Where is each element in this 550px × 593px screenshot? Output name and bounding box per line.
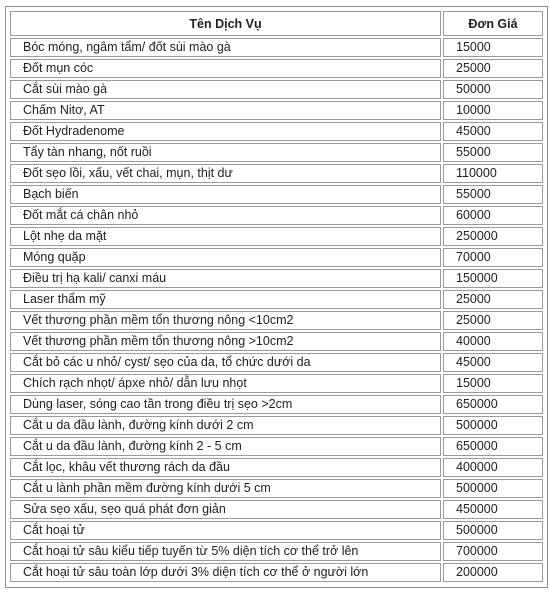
service-name-cell: Cắt hoại tử sâu toàn lớp dưới 3% diện tích cơ thể ở người lớn [10, 563, 441, 582]
service-price-cell: 150000 [443, 269, 543, 288]
table-row [10, 353, 543, 372]
service-name-cell: Vết thương phần mềm tổn thương nông >10cm2 [10, 332, 441, 351]
service-name-cell: Cắt u da đầu lành, đường kính 2 - 5 cm [10, 437, 441, 456]
header-price: Đơn Giá [443, 11, 543, 36]
table-row [10, 80, 543, 99]
service-price-cell: 500000 [443, 521, 543, 540]
service-price-cell: 450000 [443, 500, 543, 519]
table-row [10, 185, 543, 204]
service-price-cell: 500000 [443, 416, 543, 435]
service-name-cell: Đốt mắt cá chân nhỏ [10, 206, 441, 225]
service-name-cell: Bạch biến [10, 185, 441, 204]
service-name-cell: Lột nhẹ da mặt [10, 227, 441, 246]
service-name-cell: Cắt bỏ các u nhỏ/ cyst/ sẹo của da, tổ chức dưới da [10, 353, 441, 372]
table-row [10, 521, 543, 540]
service-price-cell: 500000 [443, 479, 543, 498]
service-price-cell: 25000 [443, 311, 543, 330]
service-name-cell: Đốt Hydradenome [10, 122, 441, 141]
service-price-cell: 650000 [443, 395, 543, 414]
table-row [10, 563, 543, 582]
service-price-cell: 400000 [443, 458, 543, 477]
service-price-cell: 45000 [443, 353, 543, 372]
service-price-cell: 55000 [443, 185, 543, 204]
service-name-cell: Laser thẩm mỹ [10, 290, 441, 309]
table-row [10, 479, 543, 498]
service-price-cell: 15000 [443, 38, 543, 57]
service-name-cell: Cắt sùi mào gà [10, 80, 441, 99]
service-price-cell: 10000 [443, 101, 543, 120]
table-row [10, 101, 543, 120]
service-name-cell: Cắt hoại tử [10, 521, 441, 540]
service-name-cell: Cắt lọc, khâu vết thương rách da đầu [10, 458, 441, 477]
table-row [10, 437, 543, 456]
table-row [10, 458, 543, 477]
service-name-cell: Bóc móng, ngâm tẩm/ đốt sùi mào gà [10, 38, 441, 57]
service-price-cell: 700000 [443, 542, 543, 561]
service-name-cell: Đốt sẹo lồi, xấu, vết chai, mụn, thịt dư [10, 164, 441, 183]
table-body [10, 38, 543, 582]
service-price-cell: 15000 [443, 374, 543, 393]
service-price-cell: 60000 [443, 206, 543, 225]
table-row [10, 416, 543, 435]
table-row [10, 59, 543, 78]
service-price-cell: 25000 [443, 59, 543, 78]
table-row [10, 206, 543, 225]
table-row [10, 332, 543, 351]
service-price-cell: 25000 [443, 290, 543, 309]
table-row [10, 311, 543, 330]
service-price-cell: 50000 [443, 80, 543, 99]
header-service: Tên Dịch Vụ [10, 11, 441, 36]
table-row [10, 542, 543, 561]
table-row [10, 374, 543, 393]
service-name-cell: Sửa sẹo xấu, sẹo quá phát đơn giản [10, 500, 441, 519]
service-name-cell: Điều trị hạ kali/ canxi máu [10, 269, 441, 288]
table-row [10, 164, 543, 183]
service-price-cell: 200000 [443, 563, 543, 582]
service-name-cell: Dùng laser, sóng cao tần trong điều trị sẹo >2cm [10, 395, 441, 414]
service-name-cell: Chích rạch nhọt/ ápxe nhỏ/ dẫn lưu nhọt [10, 374, 441, 393]
service-price-cell: 650000 [443, 437, 543, 456]
table-row [10, 269, 543, 288]
table-row [10, 143, 543, 162]
service-name-cell: Cắt u da đầu lành, đường kính dưới 2 cm [10, 416, 441, 435]
table-row [10, 227, 543, 246]
table-row [10, 122, 543, 141]
service-price-cell: 40000 [443, 332, 543, 351]
price-table-frame [5, 6, 548, 588]
service-price-cell: 70000 [443, 248, 543, 267]
table-row [10, 290, 543, 309]
service-name-cell: Tẩy tàn nhang, nốt ruồi [10, 143, 441, 162]
service-name-cell: Chấm Nitơ, AT [10, 101, 441, 120]
service-price-cell: 45000 [443, 122, 543, 141]
service-name-cell: Vết thương phần mềm tổn thương nông <10cm2 [10, 311, 441, 330]
table-row [10, 500, 543, 519]
price-table [8, 9, 545, 584]
service-price-cell: 110000 [443, 164, 543, 183]
service-name-cell: Cắt u lành phần mềm đường kính dưới 5 cm [10, 479, 441, 498]
service-price-cell: 250000 [443, 227, 543, 246]
table-header-row [10, 11, 543, 36]
table-row [10, 248, 543, 267]
service-name-cell: Đốt mụn cóc [10, 59, 441, 78]
table-row [10, 395, 543, 414]
table-row [10, 38, 543, 57]
service-price-cell: 55000 [443, 143, 543, 162]
service-name-cell: Cắt hoại tử sâu kiểu tiếp tuyến từ 5% diện tích cơ thể trở lên [10, 542, 441, 561]
service-name-cell: Móng quặp [10, 248, 441, 267]
